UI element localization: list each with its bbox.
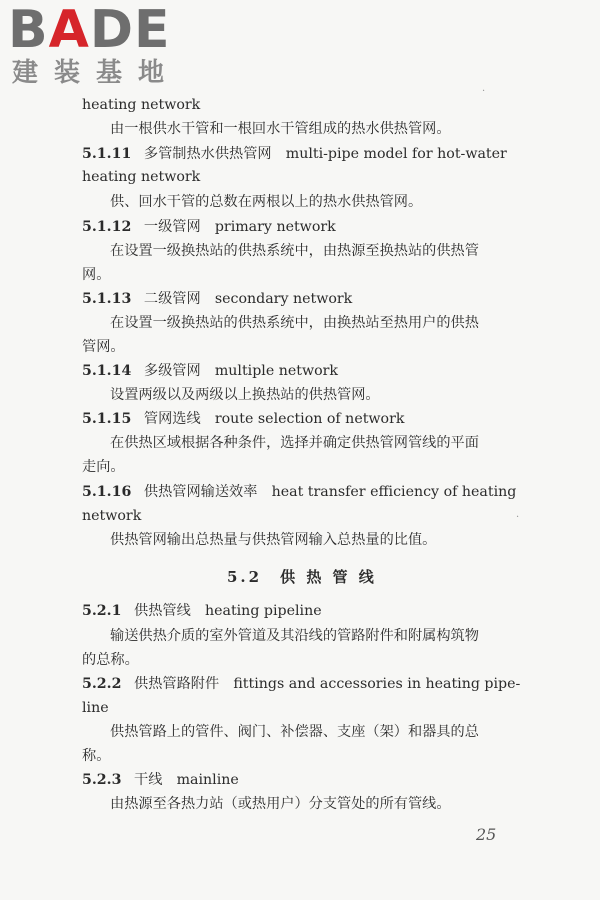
text-line: line bbox=[82, 700, 109, 716]
term-number: 5.2.2 bbox=[82, 676, 122, 692]
definition-text: 网。 bbox=[82, 267, 111, 283]
term-number: 5.2.3 bbox=[82, 772, 122, 788]
term-title: 供热管路附件 fittings and accessories in heating pipe- bbox=[134, 676, 521, 692]
term-entry bbox=[82, 602, 322, 620]
term-number: 5.1.15 bbox=[82, 411, 132, 427]
term-entry bbox=[82, 675, 520, 693]
definition-text: 管网。 bbox=[82, 339, 125, 355]
term-entry bbox=[82, 410, 404, 428]
term-title: 管网选线 route selection of network bbox=[143, 411, 405, 427]
term-title: 供热管线 heating pipeline bbox=[134, 603, 322, 619]
definition-text: 的总称。 bbox=[82, 652, 139, 668]
term-title: 多管制热水供热管网 multi-pipe model for hot-water bbox=[143, 146, 507, 162]
term-number: 5.2.1 bbox=[82, 603, 122, 619]
section-heading: 5.2 供 热 管 线 bbox=[227, 568, 377, 586]
logo-subtitle: 建装基地 bbox=[12, 58, 181, 88]
term-number: 5.1.13 bbox=[82, 291, 132, 307]
term-entry bbox=[82, 483, 516, 501]
logo-wordmark: BADE bbox=[8, 0, 171, 60]
term-entry bbox=[82, 218, 336, 236]
definition-text: 设置两级以及两级以上换热站的供热管网。 bbox=[110, 387, 380, 403]
text-line: network bbox=[82, 508, 142, 524]
term-entry bbox=[82, 145, 507, 163]
term-entry bbox=[82, 290, 352, 308]
scan-speck: · bbox=[482, 86, 486, 97]
text-line: heating network bbox=[82, 169, 201, 185]
page-number: 25 bbox=[476, 825, 497, 844]
scan-speck: · bbox=[516, 512, 520, 523]
definition-text: 称。 bbox=[82, 748, 111, 764]
definition-text: 输送供热介质的室外管道及其沿线的管路附件和附属构筑物 bbox=[110, 628, 479, 644]
term-number: 5.1.11 bbox=[82, 146, 132, 162]
term-entry bbox=[82, 362, 338, 380]
term-title: 二级管网 secondary network bbox=[143, 291, 353, 307]
term-entry bbox=[82, 771, 239, 789]
definition-text: 在设置一级换热站的供热系统中，由热源至换热站的供热管 bbox=[110, 243, 479, 259]
definition-text: 由一根供水干管和一根回水干管组成的热水供热管网。 bbox=[110, 121, 451, 137]
definition-text: 供、回水干管的总数在两根以上的热水供热管网。 bbox=[110, 194, 423, 210]
definition-text: 由热源至各热力站（或热用户）分支管处的所有管线。 bbox=[110, 796, 451, 812]
term-title: 一级管网 primary network bbox=[143, 219, 336, 235]
definition-text: 供热管网输出总热量与供热管网输入总热量的比值。 bbox=[110, 532, 437, 548]
term-title: 干线 mainline bbox=[134, 772, 239, 788]
text-line: heating network bbox=[82, 97, 201, 113]
definition-text: 走向。 bbox=[82, 459, 125, 475]
definition-text: 供热管路上的管件、阀门、补偿器、支座（架）和器具的总 bbox=[110, 724, 479, 740]
term-number: 5.1.14 bbox=[82, 363, 132, 379]
term-title: 多级管网 multiple network bbox=[143, 363, 339, 379]
definition-text: 在设置一级换热站的供热系统中，由换热站至热用户的供热 bbox=[110, 315, 479, 331]
term-number: 5.1.12 bbox=[82, 219, 132, 235]
term-number: 5.1.16 bbox=[82, 484, 132, 500]
term-title: 供热管网输送效率 heat transfer efficiency of heating bbox=[143, 484, 517, 500]
definition-text: 在供热区域根据各种条件，选择并确定供热管网管线的平面 bbox=[110, 435, 479, 451]
